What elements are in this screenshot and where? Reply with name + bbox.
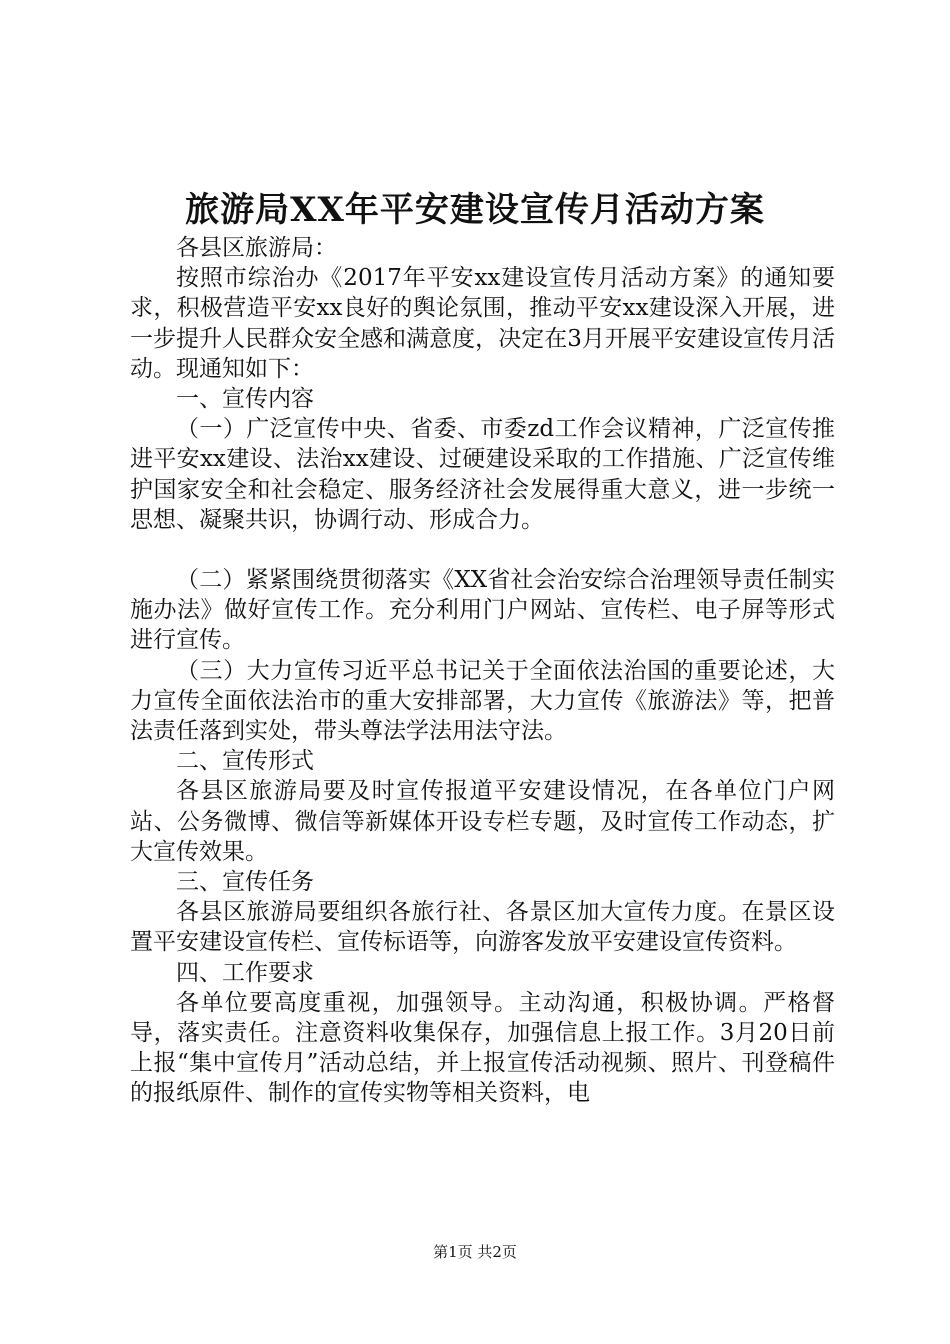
document-title: 旅游局XX年平安建设宣传月活动方案 bbox=[185, 190, 765, 230]
document-body bbox=[130, 233, 835, 1109]
section-heading-content: 一、宣传内容 bbox=[176, 386, 314, 413]
section-heading-form: 二、宣传形式 bbox=[176, 748, 314, 775]
content-item-2: （二）紧紧围绕贯彻落实《XX省社会治安综合治理领导责任制实施办法》做好宣传工作。充分利用门户网站、宣传栏、电子屏等形式进行宣传。 bbox=[130, 567, 835, 654]
section-heading-task: 三、宣传任务 bbox=[176, 869, 314, 896]
task-paragraph: 各县区旅游局要组织各旅行社、各景区加大宣传力度。在景区设置平安建设宣传栏、宣传标语等，向游客发放平安建设宣传资料。 bbox=[130, 899, 835, 956]
content-item-1: （一）广泛宣传中央、省委、市委zd工作会议精神，广泛宣传推进平安xx建设、法治xx建设、过硬建设采取的工作措施、广泛宣传维护国家安全和社会稳定、服务经济社会发展得重大意义，进一步统一思想、凝聚共识，协调行动、形成合力。 bbox=[130, 416, 835, 533]
requirements-paragraph: 各单位要高度重视，加强领导。主动沟通，积极协调。严格督导，落实责任。注意资料收集保存，加强信息上报工作。3月20日前上报“集中宣传月”活动总结，并上报宣传活动视频、照片、刊登稿件的报纸原件、制作的宣传实物等相关资料，电 bbox=[130, 989, 835, 1107]
page-number-footer: 第1页 共2页 bbox=[433, 1243, 517, 1261]
section-heading-requirements: 四、工作要求 bbox=[176, 959, 314, 986]
form-paragraph: 各县区旅游局要及时宣传报道平安建设情况，在各单位门户网站、公务微博、微信等新媒体开设专栏专题，及时宣传工作动态，扩大宣传效果。 bbox=[130, 778, 835, 865]
content-item-3: （三）大力宣传习近平总书记关于全面依法治国的重要论述，大力宣传全面依法治市的重大安排部署，大力宣传《旅游法》等，把普法责任落到实处，带头尊法学法用法守法。 bbox=[130, 657, 835, 745]
intro-paragraph: 按照市综治办《2017年平安xx建设宣传月活动方案》的通知要求，积极营造平安xx良好的舆论氛围，推动平安xx建设深入开展，进一步提升人民群众安全感和满意度，决定在3月开展平安建设宣传月活动。现通知如下： bbox=[130, 265, 835, 382]
salutation: 各县区旅游局： bbox=[176, 235, 337, 261]
